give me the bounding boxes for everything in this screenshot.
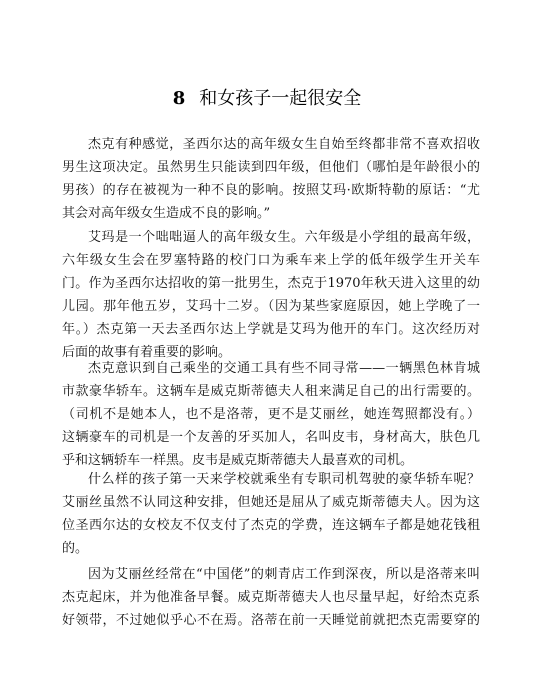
text-line: 杰克起床，并为他准备早餐。威克斯蒂德夫人也尽量早起，好给杰克系 xyxy=(62,590,480,605)
paragraph-5 xyxy=(62,563,480,632)
text-line: 儿园。那年他五岁，艾玛十二岁。（因为某些家庭原因，她上学晚了一 xyxy=(62,299,480,314)
text-line: 其会对高年级女生造成不良的影响。” xyxy=(62,206,271,221)
text-line: 后面的故事有着重要的影响。 xyxy=(62,345,232,360)
text-line: 什么样的孩子第一天来学校就乘坐有专职司机驾驶的豪华轿车呢？ xyxy=(88,472,480,487)
chapter-heading xyxy=(0,87,534,111)
text-line: 好领带，不过她似乎心不在焉。洛蒂在前一天睡觉前就把杰克需要穿的 xyxy=(62,613,480,628)
text-line: 因为艾丽丝经常在“中国佬”的刺青店工作到深夜，所以是洛蒂来叫 xyxy=(88,567,480,582)
paragraph-3 xyxy=(62,357,480,472)
text-line: 乎和这辆轿车一样黑。皮韦是威克斯蒂德夫人最喜欢的司机。 xyxy=(62,453,414,468)
text-line: 位圣西尔达的女校友不仅支付了杰克的学费，连这辆车子都是她花钱租 xyxy=(62,518,480,533)
text-line: 六年级女生会在罗塞特路的校门口为乘车来上学的低年级学生开关车 xyxy=(62,253,480,268)
text-line: 的。 xyxy=(62,541,89,556)
chapter-number: 8 xyxy=(172,88,186,109)
text-line: 这辆豪车的司机是一个友善的牙买加人，名叫皮韦，身材高大，肤色几 xyxy=(62,430,480,445)
text-line: 门。作为圣西尔达招收的第一批男生，杰克于1970年秋天进入这里的幼 xyxy=(62,276,480,291)
chapter-title: 和女孩子一起很安全 xyxy=(199,88,362,109)
text-line: 男孩）的存在被视为一种不良的影响。按照艾玛·欧斯特勒的原话：“尤 xyxy=(62,183,480,198)
text-line: 男生这项决定。虽然男生只能读到四年级，但他们（哪怕是年龄很小的 xyxy=(62,160,480,175)
text-line: 市款豪华轿车。这辆车是威克斯蒂德夫人租来满足自己的出行需要的。 xyxy=(62,384,480,399)
text-line: （司机不是她本人，也不是洛蒂，更不是艾丽丝，她连驾照都没有。） xyxy=(62,407,480,422)
text-line: 艾玛是一个咄咄逼人的高年级女生。六年级是小学组的最高年级， xyxy=(88,230,480,245)
text-line: 杰克有种感觉，圣西尔达的高年级女生自始至终都非常不喜欢招收 xyxy=(88,137,480,152)
text-line: 年。）杰克第一天去圣西尔达上学就是艾玛为他开的车门。这次经历对 xyxy=(62,322,480,337)
text-line: 艾丽丝虽然不认同这种安排，但她还是屈从了威克斯蒂德夫人。因为这 xyxy=(62,495,480,510)
paragraph-4 xyxy=(62,468,480,560)
paragraph-2 xyxy=(62,226,480,364)
text-line: 杰克意识到自己乘坐的交通工具有些不同寻常——一辆黑色林肯城 xyxy=(88,361,480,376)
paragraph-1 xyxy=(62,133,480,225)
